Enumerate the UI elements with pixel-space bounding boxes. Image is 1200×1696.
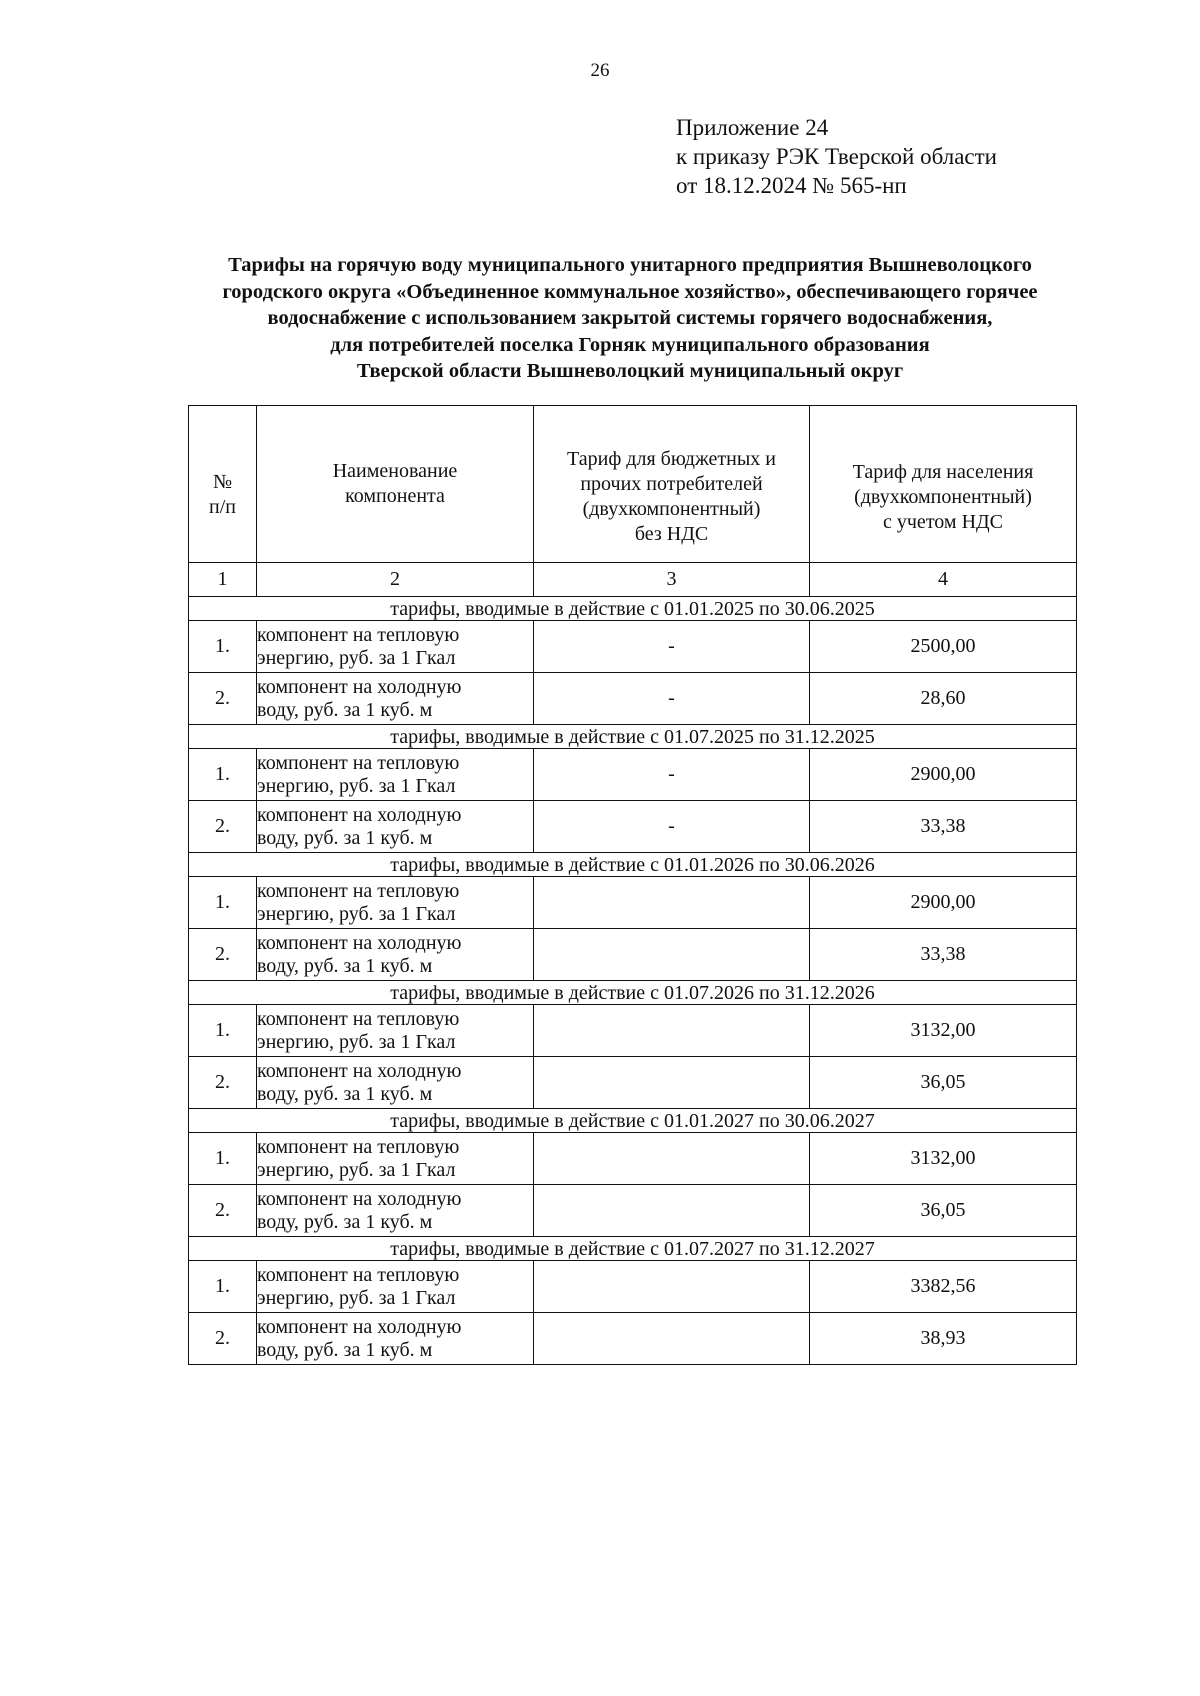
table-row bbox=[189, 673, 1077, 725]
component-name bbox=[257, 1133, 534, 1185]
header-text: п/п bbox=[209, 496, 236, 518]
title-line: Тарифы на горячую воду муниципального унитарного предприятия Вышневолоцкого bbox=[228, 254, 1032, 276]
budget-tariff bbox=[534, 1133, 810, 1185]
component-name-line: воду, руб. за 1 куб. м bbox=[257, 826, 433, 849]
tariffs-table-body bbox=[189, 406, 1077, 1365]
table-row bbox=[189, 1261, 1077, 1313]
period-row bbox=[189, 1109, 1077, 1133]
population-tariff: 38,93 bbox=[810, 1313, 1077, 1365]
budget-tariff: - bbox=[534, 801, 810, 853]
page-number: 26 bbox=[590, 60, 610, 81]
row-number: 2. bbox=[189, 1057, 257, 1109]
period-row bbox=[189, 725, 1077, 749]
period-label: тарифы, вводимые в действие с 01.07.2025 по 31.12.2025 bbox=[189, 725, 1077, 749]
population-tariff: 3132,00 bbox=[810, 1133, 1077, 1185]
component-name-line: компонент на тепловую bbox=[257, 751, 460, 774]
component-name-line: энергию, руб. за 1 Гкал bbox=[257, 1158, 456, 1181]
header-name bbox=[257, 406, 534, 563]
component-name-line: воду, руб. за 1 куб. м bbox=[257, 954, 433, 977]
component-name bbox=[257, 1005, 534, 1057]
population-tariff: 33,38 bbox=[810, 929, 1077, 981]
tariffs-table bbox=[188, 405, 1077, 1365]
header-text: № bbox=[212, 471, 233, 493]
row-number: 1. bbox=[189, 749, 257, 801]
period-row bbox=[189, 1237, 1077, 1261]
budget-tariff: - bbox=[534, 749, 810, 801]
header-text: Тариф для населения bbox=[852, 460, 1034, 483]
population-tariff: 2900,00 bbox=[810, 877, 1077, 929]
population-tariff: 28,60 bbox=[810, 673, 1077, 725]
component-name-line: компонент на холодную bbox=[257, 1187, 462, 1210]
component-name bbox=[257, 929, 534, 981]
component-name-line: компонент на холодную bbox=[257, 675, 462, 698]
budget-tariff bbox=[534, 1313, 810, 1365]
row-number: 2. bbox=[189, 929, 257, 981]
population-tariff: 2900,00 bbox=[810, 749, 1077, 801]
row-number: 1. bbox=[189, 1261, 257, 1313]
column-number-row bbox=[189, 563, 1077, 597]
component-name bbox=[257, 801, 534, 853]
header-row bbox=[189, 406, 1077, 563]
table-row bbox=[189, 1185, 1077, 1237]
component-name bbox=[257, 877, 534, 929]
table-row bbox=[189, 749, 1077, 801]
component-name bbox=[257, 673, 534, 725]
header-budget bbox=[534, 406, 810, 563]
row-number: 1. bbox=[189, 1133, 257, 1185]
component-name-line: компонент на холодную bbox=[257, 803, 462, 826]
title-line: городского округа «Объединенное коммунальное хозяйство», обеспечивающего горячее bbox=[222, 280, 1038, 303]
row-number: 2. bbox=[189, 1313, 257, 1365]
component-name-line: компонент на холодную bbox=[257, 1059, 462, 1082]
budget-tariff bbox=[534, 1261, 810, 1313]
period-label: тарифы, вводимые в действие с 01.07.2027 по 31.12.2027 bbox=[189, 1237, 1077, 1261]
header-num bbox=[189, 406, 257, 563]
period-label: тарифы, вводимые в действие с 01.01.2025 по 30.06.2025 bbox=[189, 597, 1077, 621]
column-number: 4 bbox=[810, 563, 1077, 597]
component-name-line: энергию, руб. за 1 Гкал bbox=[257, 902, 456, 925]
header-text: прочих потребителей bbox=[580, 473, 763, 495]
budget-tariff bbox=[534, 1005, 810, 1057]
component-name-line: воду, руб. за 1 куб. м bbox=[257, 1338, 433, 1361]
component-name-line: воду, руб. за 1 куб. м bbox=[257, 1082, 433, 1105]
component-name-line: энергию, руб. за 1 Гкал bbox=[257, 1030, 456, 1053]
period-row bbox=[189, 981, 1077, 1005]
table-row bbox=[189, 1005, 1077, 1057]
component-name-line: компонент на тепловую bbox=[257, 623, 460, 646]
column-number: 3 bbox=[534, 563, 810, 597]
component-name-line: энергию, руб. за 1 Гкал bbox=[257, 774, 456, 797]
row-number: 2. bbox=[189, 1185, 257, 1237]
budget-tariff bbox=[534, 1057, 810, 1109]
title-line: водоснабжение с использованием закрытой системы горячего водоснабжения, bbox=[267, 307, 993, 329]
population-tariff: 3132,00 bbox=[810, 1005, 1077, 1057]
budget-tariff bbox=[534, 929, 810, 981]
table-row bbox=[189, 1057, 1077, 1109]
row-number: 2. bbox=[189, 801, 257, 853]
component-name-line: компонент на тепловую bbox=[257, 1135, 460, 1158]
component-name bbox=[257, 621, 534, 673]
component-name bbox=[257, 1313, 534, 1365]
appendix-reference bbox=[676, 113, 997, 200]
component-name-line: компонент на холодную bbox=[257, 931, 462, 954]
table-row bbox=[189, 801, 1077, 853]
header-text: Наименование bbox=[332, 460, 458, 482]
component-name-line: компонент на тепловую bbox=[257, 1007, 460, 1030]
appendix-line: к приказу РЭК Тверской области bbox=[676, 144, 997, 169]
component-name-line: компонент на тепловую bbox=[257, 879, 460, 902]
period-row bbox=[189, 597, 1077, 621]
budget-tariff bbox=[534, 877, 810, 929]
component-name bbox=[257, 1185, 534, 1237]
row-number: 2. bbox=[189, 673, 257, 725]
population-tariff: 33,38 bbox=[810, 801, 1077, 853]
period-label: тарифы, вводимые в действие с 01.07.2026 по 31.12.2026 bbox=[189, 981, 1077, 1005]
component-name bbox=[257, 749, 534, 801]
column-number: 1 bbox=[189, 563, 257, 597]
table-row bbox=[189, 1313, 1077, 1365]
row-number: 1. bbox=[189, 621, 257, 673]
component-name-line: воду, руб. за 1 куб. м bbox=[257, 1210, 433, 1233]
table-row bbox=[189, 929, 1077, 981]
row-number: 1. bbox=[189, 877, 257, 929]
period-label: тарифы, вводимые в действие с 01.01.2027 по 30.06.2027 bbox=[189, 1109, 1077, 1133]
period-label: тарифы, вводимые в действие с 01.01.2026 по 30.06.2026 bbox=[189, 853, 1077, 877]
component-name-line: компонент на холодную bbox=[257, 1315, 462, 1338]
population-tariff: 36,05 bbox=[810, 1057, 1077, 1109]
appendix-line: Приложение 24 bbox=[676, 115, 829, 140]
header-population bbox=[810, 406, 1077, 563]
table-row bbox=[189, 1133, 1077, 1185]
table-row bbox=[189, 877, 1077, 929]
budget-tariff: - bbox=[534, 673, 810, 725]
header-text: Тариф для бюджетных и bbox=[567, 448, 776, 470]
header-text: (двухкомпонентный) bbox=[582, 498, 761, 520]
column-number: 2 bbox=[257, 563, 534, 597]
population-tariff: 36,05 bbox=[810, 1185, 1077, 1237]
budget-tariff: - bbox=[534, 621, 810, 673]
component-name-line: энергию, руб. за 1 Гкал bbox=[257, 1286, 456, 1309]
budget-tariff bbox=[534, 1185, 810, 1237]
component-name bbox=[257, 1261, 534, 1313]
population-tariff: 2500,00 bbox=[810, 621, 1077, 673]
component-name-line: энергию, руб. за 1 Гкал bbox=[257, 646, 456, 669]
row-number: 1. bbox=[189, 1005, 257, 1057]
table-row bbox=[189, 621, 1077, 673]
header-text: с учетом НДС bbox=[883, 510, 1003, 533]
header-text: (двухкомпонентный) bbox=[854, 485, 1032, 508]
document-title bbox=[150, 252, 1110, 385]
population-tariff: 3382,56 bbox=[810, 1261, 1077, 1313]
component-name-line: компонент на тепловую bbox=[257, 1263, 460, 1286]
title-line: для потребителей поселка Горняк муниципального образования bbox=[330, 333, 930, 356]
period-row bbox=[189, 853, 1077, 877]
header-text: компонента bbox=[345, 485, 445, 507]
component-name bbox=[257, 1057, 534, 1109]
component-name-line: воду, руб. за 1 куб. м bbox=[257, 698, 433, 721]
header-text: без НДС bbox=[634, 523, 709, 545]
title-line: Тверской области Вышневолоцкий муниципальный округ bbox=[356, 360, 904, 382]
appendix-line: от 18.12.2024 № 565-нп bbox=[676, 173, 907, 198]
